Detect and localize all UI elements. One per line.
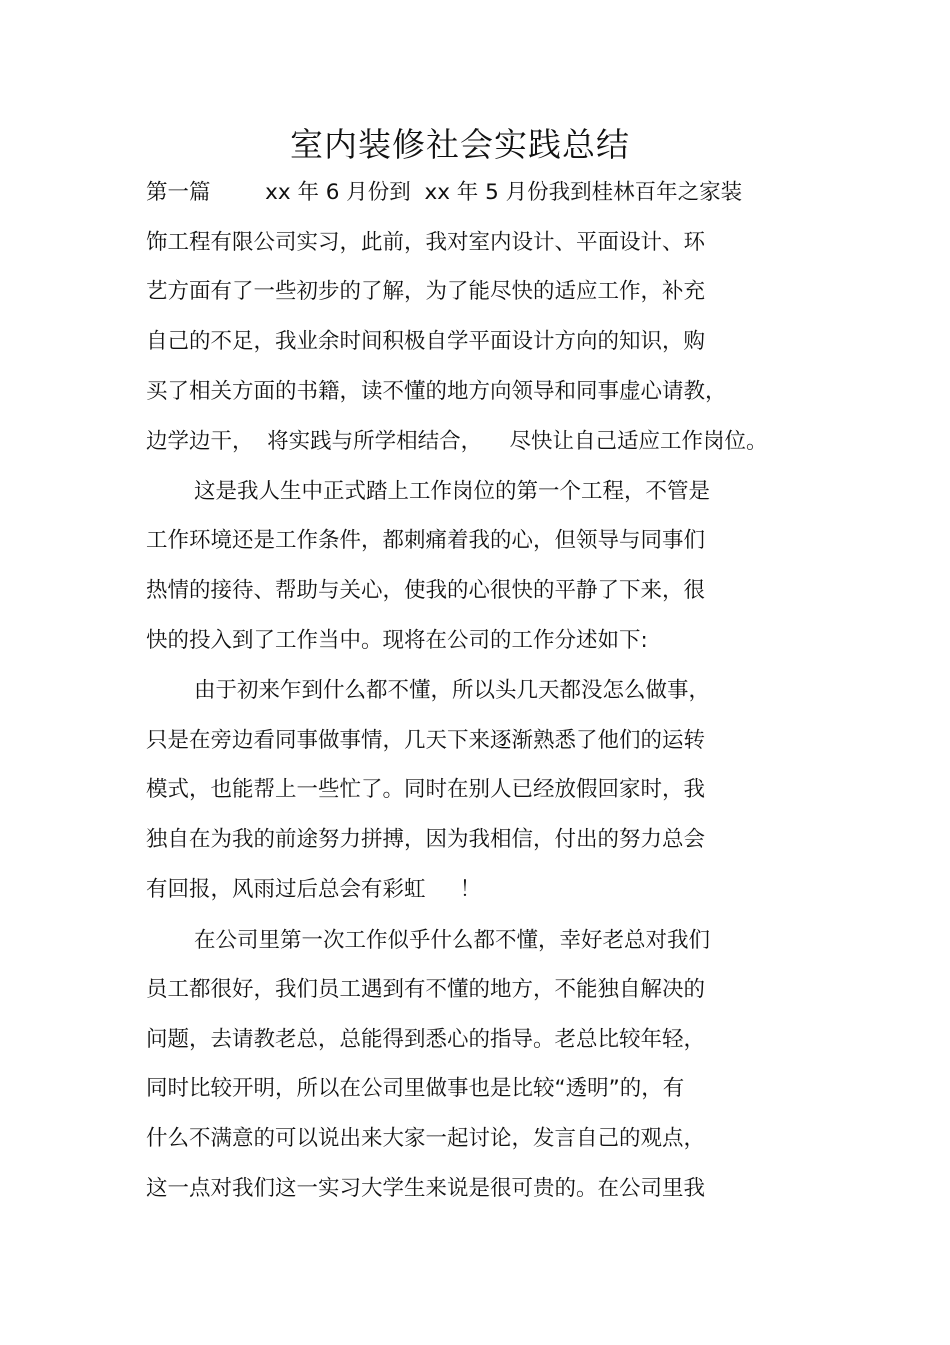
text-line: 员工都很好，我们员工遇到有不懂的地方，不能独自解决的 (146, 977, 706, 1002)
text-line: 什么不满意的可以说出来大家一起讨论，发言自己的观点， (146, 1126, 706, 1151)
text-line: 问题，去请教老总，总能得到悉心的指导。老总比较年轻， (146, 1027, 706, 1052)
text-line: 热情的接待、帮助与关心，使我的心很快的平静了下来，很 (146, 578, 706, 603)
text-line: 第一篇 xx 年 6 月份到 xx 年 5 月份我到桂林百年之家装 (146, 180, 743, 205)
text-line: 独自在为我的前途努力拼搏，因为我相信，付出的努力总会 (146, 827, 706, 852)
text-line: 边学边干， 将实践与所学相结合， 尽快让自己适应工作岗位。 (146, 429, 768, 454)
text-line: 这一点对我们这一实习大学生来说是很可贵的。在公司里我 (146, 1176, 706, 1201)
text-line: 有回报，风雨过后总会有彩虹 ！ (146, 877, 482, 902)
text-line: 自己的不足，我业余时间积极自学平面设计方向的知识，购 (146, 329, 706, 354)
text-line: 饰工程有限公司实习，此前，我对室内设计、平面设计、环 (146, 230, 706, 255)
text-line: 模式，也能帮上一些忙了。同时在别人已经放假回家时，我 (146, 777, 706, 802)
text-line: 快的投入到了工作当中。现将在公司的工作分述如下: (146, 628, 648, 653)
document-title: 室内装修社会实践总结 (290, 125, 630, 164)
text-line: 工作环境还是工作条件，都刺痛着我的心，但领导与同事们 (146, 528, 706, 553)
text-line: 艺方面有了一些初步的了解，为了能尽快的适应工作，补充 (146, 279, 706, 304)
text-line: 由于初来乍到什么都不懂，所以头几天都没怎么做事， (194, 678, 711, 703)
text-line: 同时比较开明，所以在公司里做事也是比较“透明”的，有 (146, 1076, 685, 1101)
text-line: 在公司里第一次工作似乎什么都不懂，幸好老总对我们 (194, 928, 711, 953)
text-line: 这是我人生中正式踏上工作岗位的第一个工程，不管是 (194, 479, 711, 504)
text-line: 只是在旁边看同事做事情，几天下来逐渐熟悉了他们的运转 (146, 728, 706, 753)
text-line: 买了相关方面的书籍，读不懂的地方向领导和同事虚心请教， (146, 379, 727, 404)
